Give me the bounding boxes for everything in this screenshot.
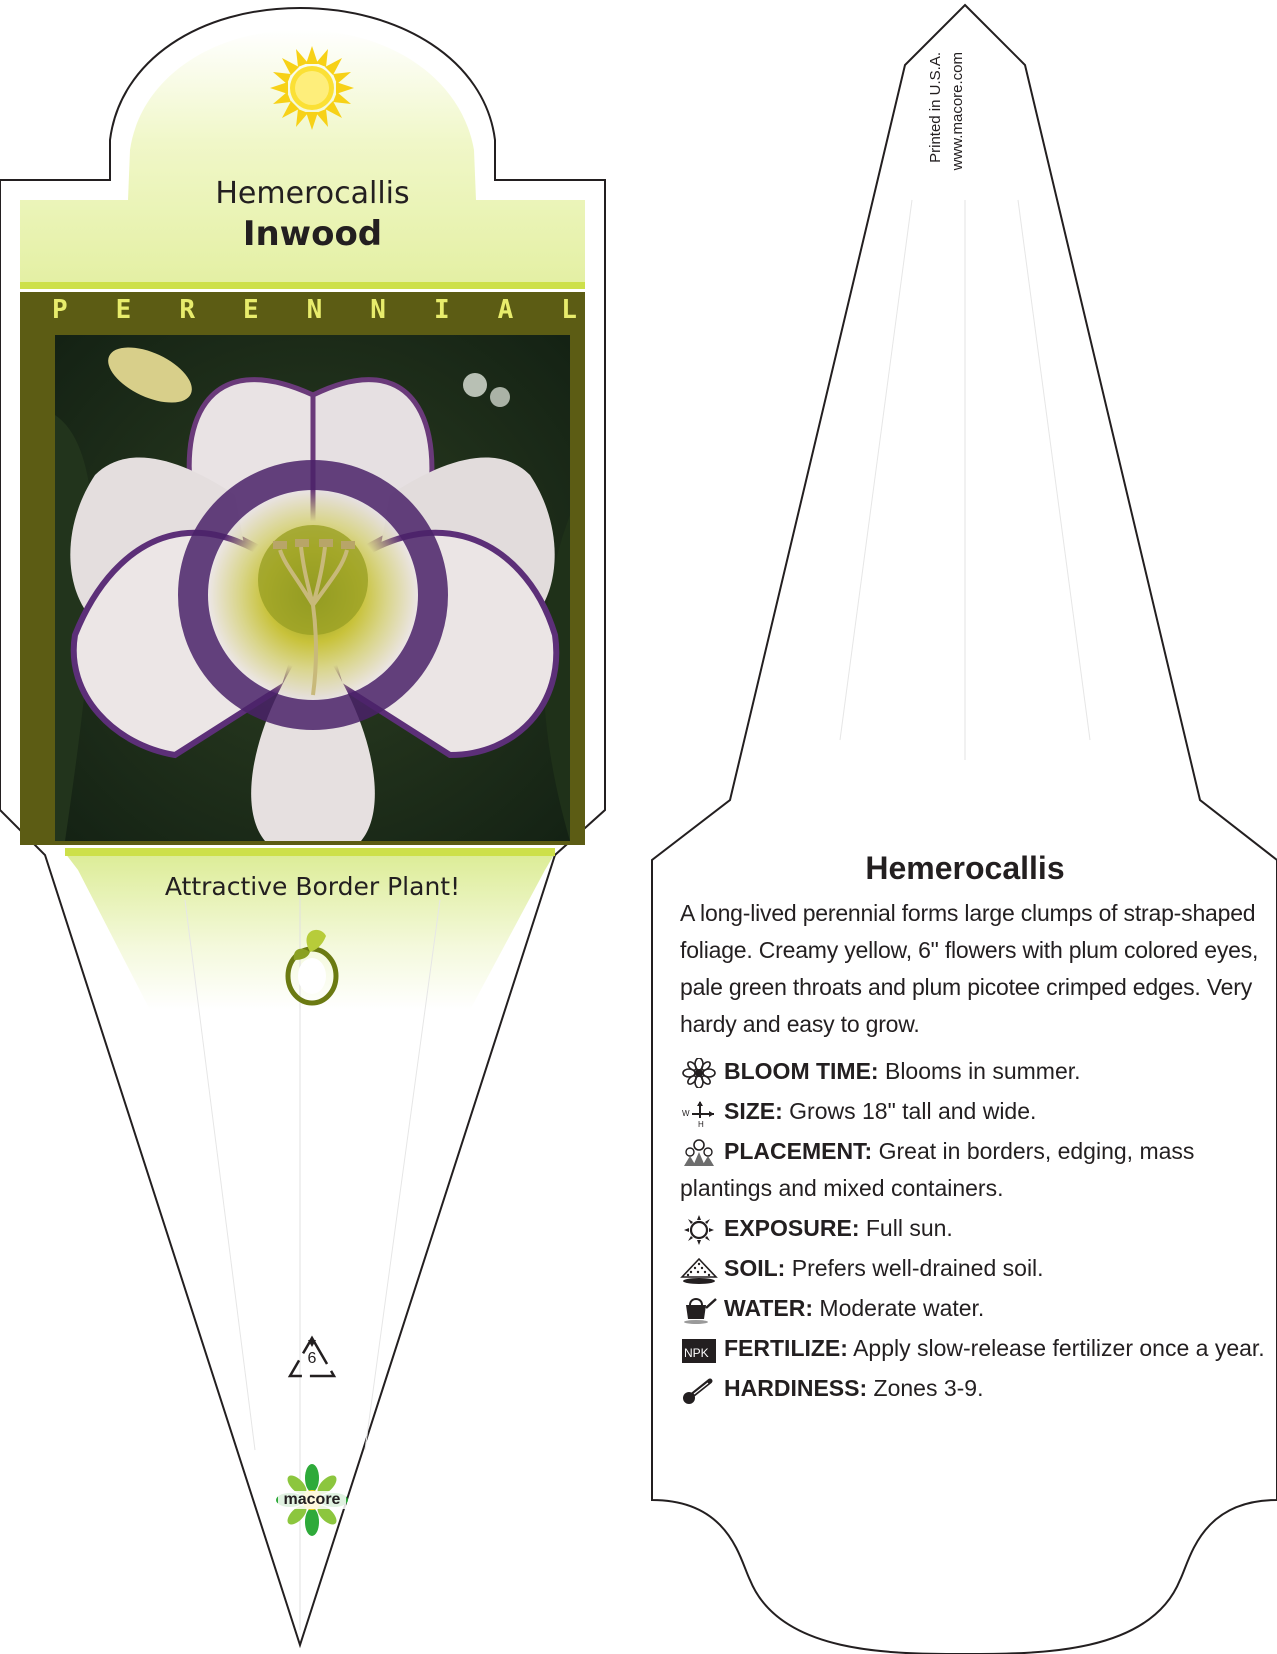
common-name: Hemerocallis: [215, 176, 410, 211]
attribute-label: SOIL:: [724, 1255, 786, 1281]
attribute-label: FERTILIZE:: [724, 1335, 848, 1361]
attribute-fertilize: [680, 1330, 1265, 1367]
website-line: www.macore.com: [949, 52, 966, 171]
npk-icon: [680, 1335, 718, 1365]
category-letter: N: [306, 295, 323, 325]
category-letter: N: [370, 295, 386, 325]
attribute-value: Blooms in summer.: [884, 1058, 1081, 1084]
placement-icon: [680, 1138, 718, 1168]
variety-name: Inwood: [242, 214, 383, 254]
attribute-label: PLACEMENT:: [724, 1138, 873, 1164]
thermometer-icon: [680, 1375, 718, 1405]
attribute-value: Great in borders, edging, mass plantings and mixed containers.: [680, 1138, 1195, 1201]
attribute-hardiness: [680, 1370, 1265, 1407]
macore-logo-text: macore: [283, 1491, 341, 1508]
category-letter: A: [497, 295, 514, 325]
soil-icon: [680, 1255, 718, 1285]
attribute-water: [680, 1290, 1265, 1327]
attribute-value: Full sun.: [865, 1215, 953, 1241]
attribute-bloom-time: [680, 1053, 1265, 1090]
sun-outline-icon: [680, 1215, 718, 1245]
attribute-value: Prefers well-drained soil.: [791, 1255, 1044, 1281]
category-letter: I: [433, 295, 450, 325]
attribute-label: SIZE:: [724, 1098, 783, 1124]
attribute-label: EXPOSURE:: [724, 1215, 860, 1241]
flower-icon: [680, 1058, 718, 1088]
attribute-value: Moderate water.: [819, 1295, 985, 1321]
sun-icon: [270, 46, 354, 130]
watering-can-icon: [680, 1295, 718, 1325]
category-letter: R: [179, 295, 195, 325]
svg-text:W: W: [682, 1108, 690, 1118]
flower-photo: [55, 335, 570, 841]
size-icon: [680, 1098, 718, 1128]
attribute-value: Grows 18" tall and wide.: [789, 1098, 1037, 1124]
attribute-value: Apply slow-release fertilizer once a year.: [853, 1335, 1265, 1361]
category-letter: E: [115, 295, 132, 325]
recycle-number: 6: [307, 1350, 317, 1367]
printed-info: [925, 52, 983, 222]
tagline: Attractive Border Plant!: [164, 872, 461, 901]
svg-text:NPK: NPK: [684, 1345, 709, 1360]
lime-band-bottom: [65, 848, 555, 856]
attribute-label: BLOOM TIME:: [724, 1058, 879, 1084]
category-label: [52, 295, 577, 325]
printed-line: Printed in U.S.A.: [927, 52, 944, 163]
attribute-placement: [680, 1133, 1265, 1207]
attribute-exposure: [680, 1210, 1265, 1247]
attribute-label: HARDINESS:: [724, 1375, 868, 1401]
attributes-list: [680, 1053, 1265, 1410]
lime-band-top: [20, 282, 585, 289]
svg-text:H: H: [698, 1119, 704, 1128]
category-letter: P: [52, 295, 68, 325]
back-title: Hemerocallis: [865, 850, 1065, 886]
attribute-size: [680, 1093, 1265, 1130]
attribute-label: WATER:: [724, 1295, 814, 1321]
description: A long-lived perennial forms large clumps of strap-shaped foliage. Creamy yellow, 6" flowers with plum colored eyes, pale green throats and plum picotee crimped edges. Very hardy and easy to grow.: [680, 900, 1259, 1037]
attribute-value: Zones 3-9.: [873, 1375, 984, 1401]
category-letter: E: [242, 295, 259, 325]
attribute-soil: [680, 1250, 1265, 1287]
category-letter: L: [561, 295, 577, 325]
